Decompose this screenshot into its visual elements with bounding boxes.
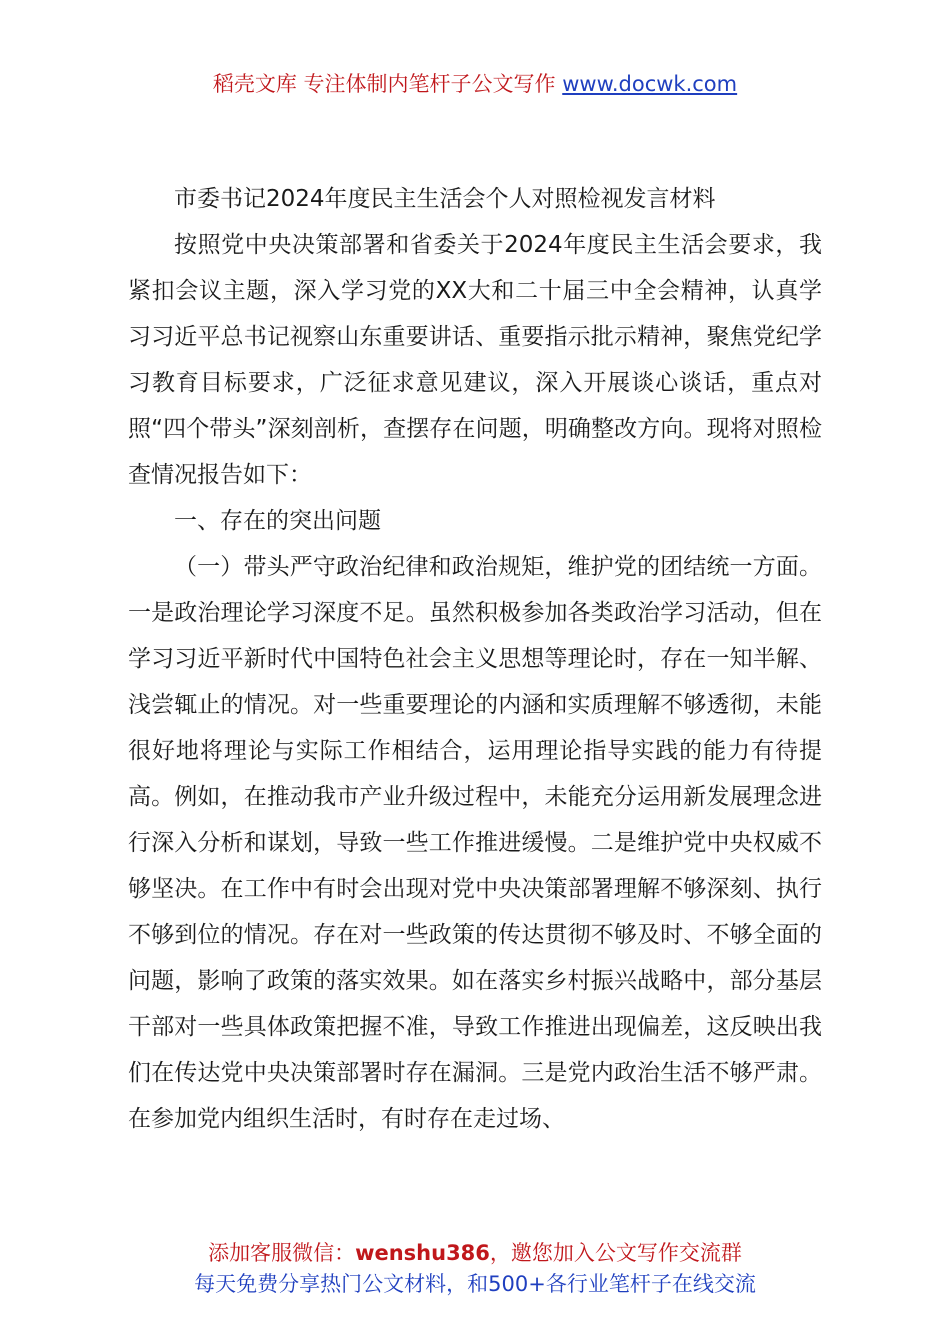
wechat-prefix: 添加客服微信： — [208, 1241, 356, 1265]
wechat-suffix: ，邀您加入公文写作交流群 — [489, 1241, 742, 1265]
site-header — [0, 68, 950, 100]
body-paragraph: （一）带头严守政治纪律和政治规矩，维护党的团结统一方面。一是政治理论学习深度不足。虽然积极参加各类政治学习活动，但在学习习近平新时代中国特色社会主义思想等理论时，存在一知半解、浅尝辄止的情况。对一些重要理论的内涵和实质理解不够透彻，未能很好地将理论与实际工作相结合，运用理论指导实践的能力有待提高。例如，在推动我市产业升级过程中，未能充分运用新发展理念进行深入分析和谋划，导致一些工作推进缓慢。二是维护党中央权威不够坚决。在工作中有时会出现对党中央决策部署理解不够深刻、执行不够到位的情况。存在对一些政策的传达贯彻不够及时、不够全面的问题，影响了政策的落实效果。如在落实乡村振兴战略中，部分基层干部对一些具体政策把握不准，导致工作推进出现偏差，这反映出我们在传达党中央决策部署时存在漏洞。三是党内政治生活不够严肃。在参加党内组织生活时，有时存在走过场、 — [128, 554, 822, 1132]
document-title: 市委书记2024年度民主生活会个人对照检视发言材料 — [174, 186, 716, 212]
document-body — [128, 176, 822, 1142]
wechat-id: wenshu386 — [355, 1241, 490, 1265]
promo-tagline: 每天免费分享热门公文材料，和500+各行业笔杆子在线交流 — [194, 1272, 756, 1296]
promo-footer — [0, 1238, 950, 1300]
site-url-link[interactable]: www.docwk.com — [562, 72, 738, 96]
wechat-contact-line — [0, 1238, 950, 1269]
intro-paragraph: 按照党中央决策部署和省委关于2024年度民主生活会要求，我紧扣会议主题，深入学习党的XX大和二十届三中全会精神，认真学习习近平总书记视察山东重要讲话、重要指示批示精神，聚焦党纪学习教育目标要求，广泛征求意见建议，深入开展谈心谈话，重点对照“四个带头”深刻剖析，查摆存在问题，明确整改方向。现将对照检查情况报告如下： — [128, 232, 822, 488]
section-heading: 一、存在的突出问题 — [174, 508, 381, 534]
site-brand-slogan: 稻壳文库 专注体制内笔杆子公文写作 — [212, 72, 556, 96]
